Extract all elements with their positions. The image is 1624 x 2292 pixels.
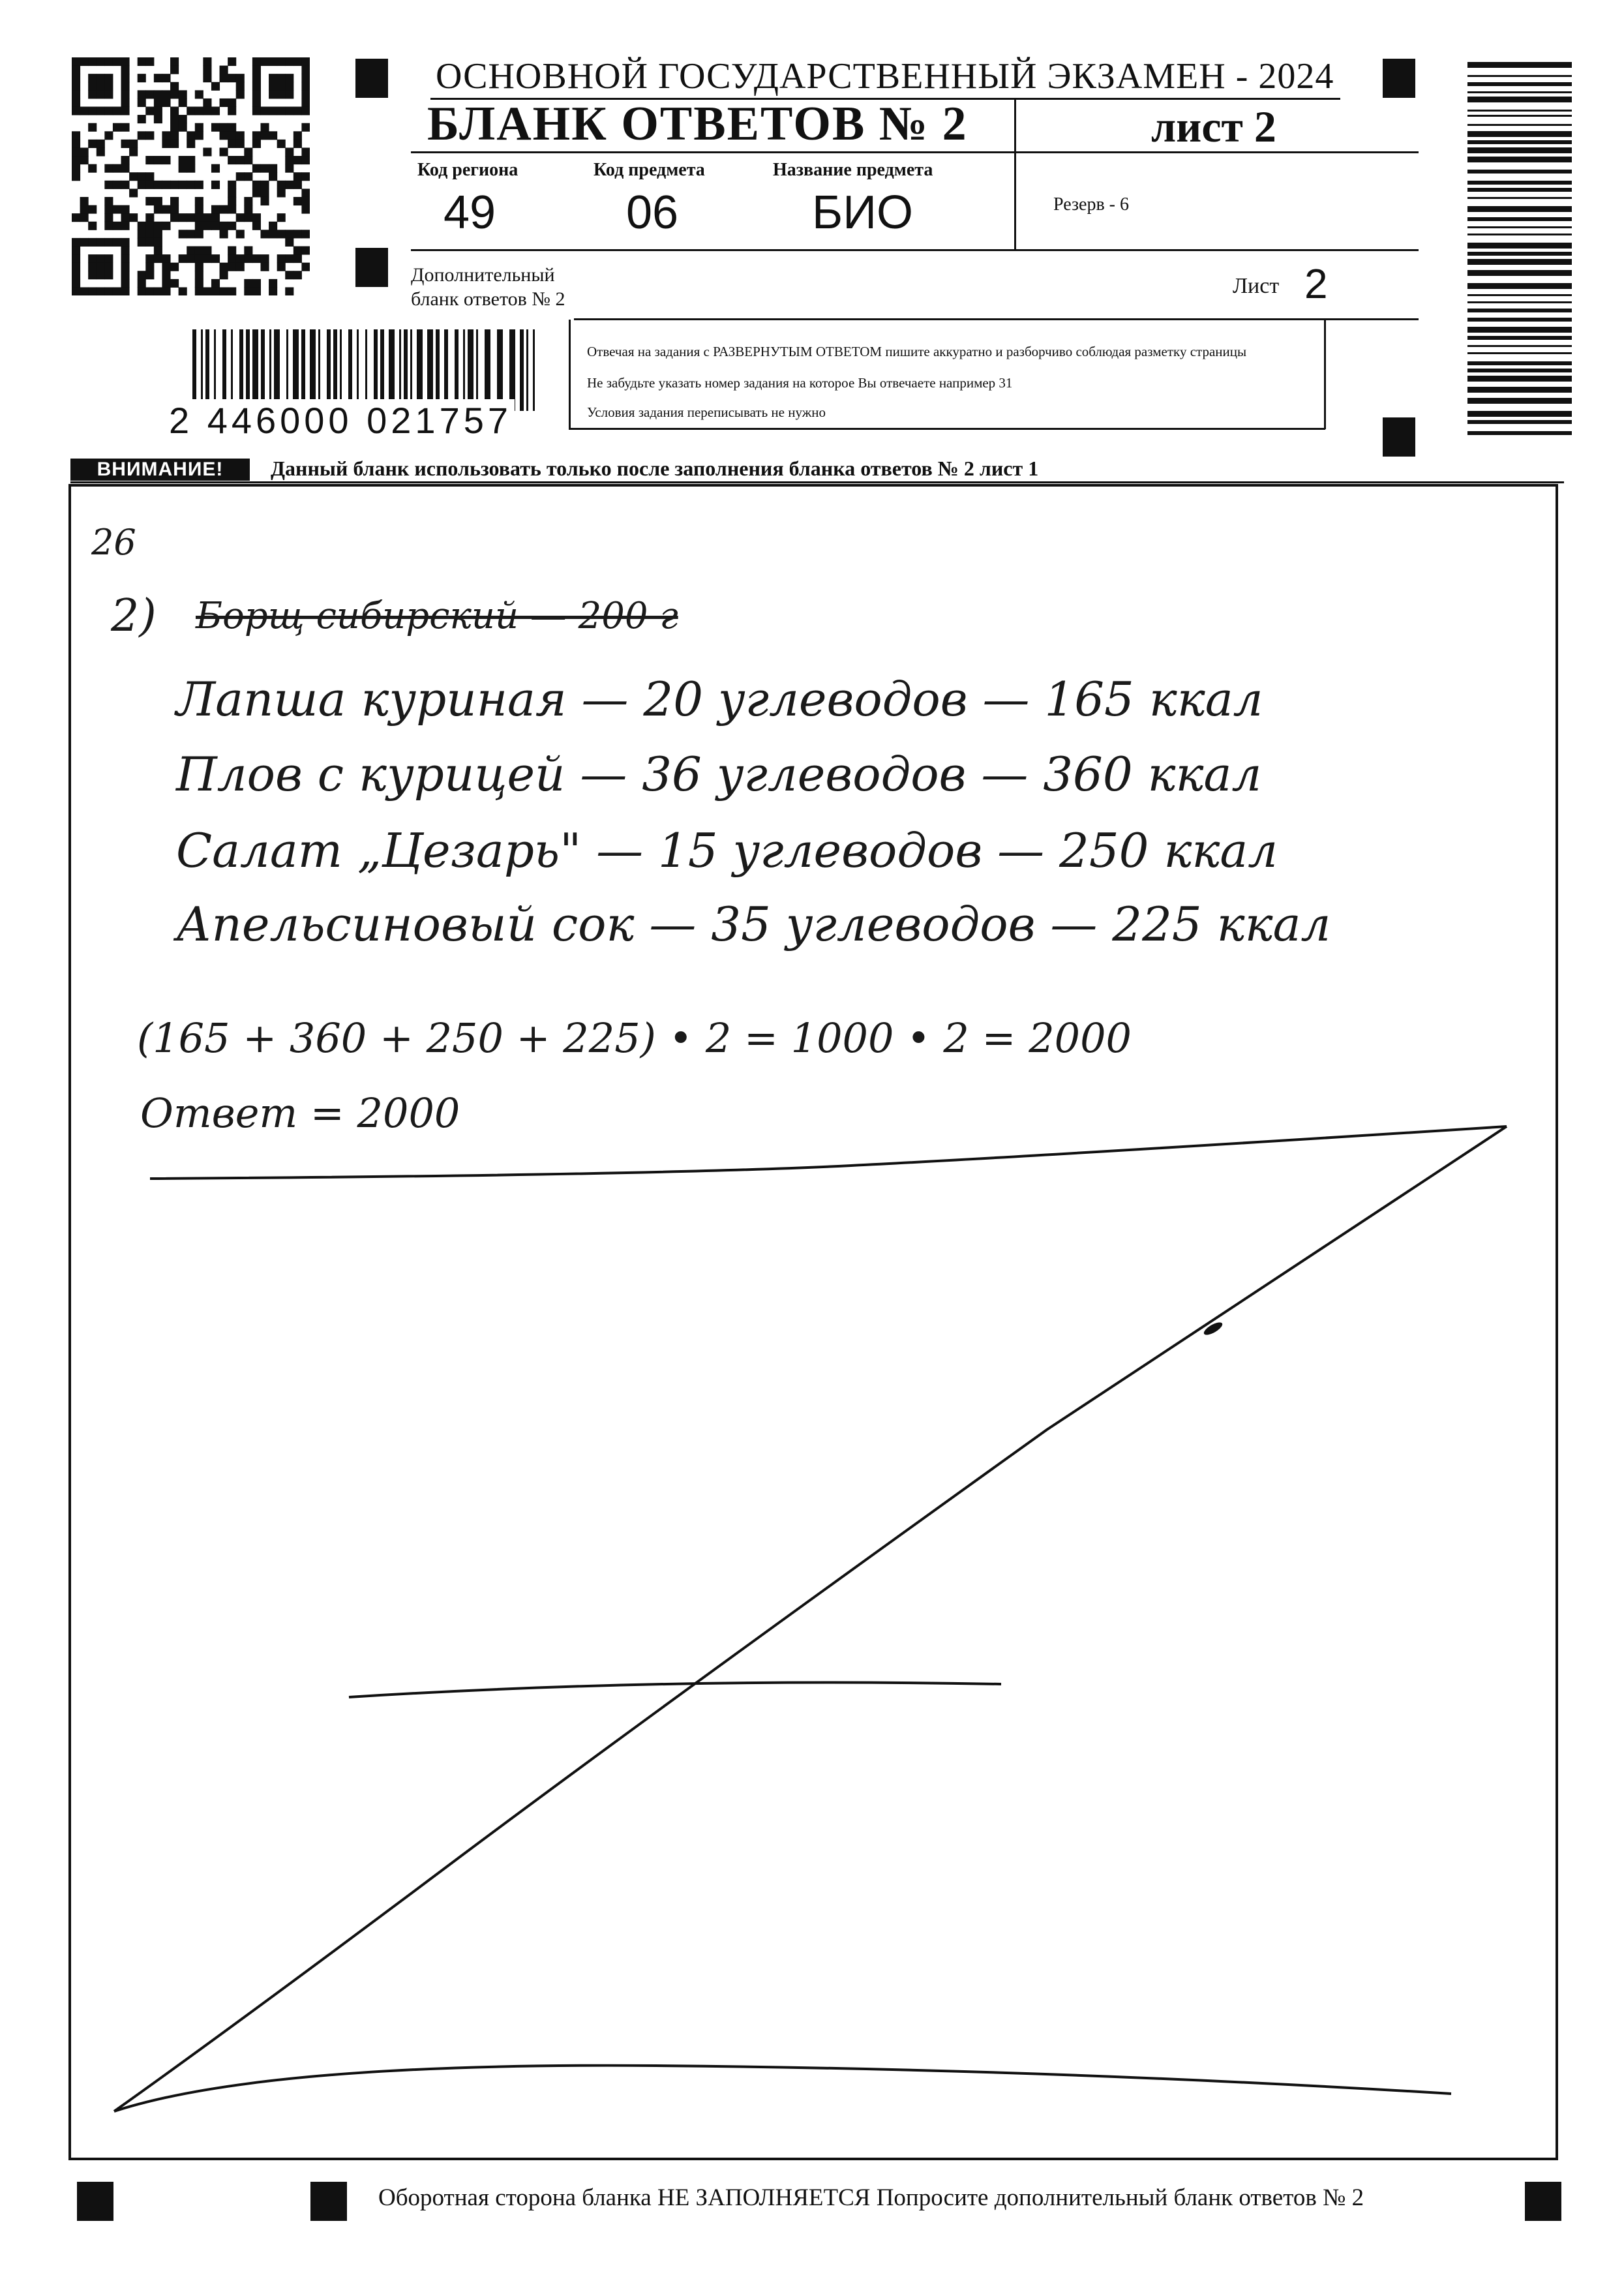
instruction-3: Условия задания переписывать не нужно [587,404,826,420]
handwritten-line-1: Лапша куриная — 20 углеводов — 165 ккал [176,672,1263,727]
exam-title: ОСНОВНОЙ ГОСУДАРСТВЕННЫЙ ЭКЗАМЕН - 2024 [436,56,1334,97]
sheet-label: лист 2 [1151,102,1276,151]
alignment-marker-mid-right [1383,417,1415,457]
handwritten-line-3: Салат „Цезарь" — 15 углеводов — 250 ккал [176,823,1278,878]
qr-code [72,57,310,295]
region-code-value: 49 [444,187,496,239]
warning-text: Данный бланк использовать только после заполнения бланка ответов № 2 лист 1 [271,457,1039,480]
list-number: 2 [1304,260,1328,307]
footer-note: Оборотная сторона бланка НЕ ЗАПОЛНЯЕТСЯ Попросите дополнительный бланк ответов № 2 [378,2184,1364,2211]
subject-name-label: Название предмета [773,160,933,180]
form-title: БЛАНК ОТВЕТОВ № 2 [427,97,968,151]
additional-form-label-2: бланк ответов № 2 [411,288,565,310]
vertical-barcode [1467,62,1572,440]
region-code-label: Код региона [417,160,519,180]
header-rule-2 [411,249,1419,251]
alignment-marker-mid-left [355,248,388,287]
struck-out-line: Борщ сибирский — 200 г [196,595,678,637]
z-cancel-mark [68,484,1558,2160]
barcode-bottom-border [569,428,1325,430]
header-rule-1 [411,151,1419,153]
warning-underline [70,481,1564,483]
alignment-marker-top-left [355,59,388,98]
item-marker: 2) [111,590,157,642]
alignment-marker-top-right [1383,59,1415,98]
header-divider [1014,99,1016,250]
handwritten-answer: Ответ = 2000 [140,1089,460,1137]
instructions-right-border [1324,318,1326,429]
subject-code-label: Код предмета [594,160,705,180]
alignment-marker-bottom-left [77,2182,113,2221]
barcode-right-border [569,320,571,429]
handwritten-calculation: (165 + 360 + 250 + 225) • 2 = 1000 • 2 = 2000 [137,1014,1132,1062]
list-label: Лист [1233,274,1280,298]
warning-badge: ВНИМАНИЕ! [70,459,250,481]
instruction-1: Отвечая на задания с РАЗВЕРНУТЫМ ОТВЕТОМ пишите аккуратно и разборчиво соблюдая разметку страницы [587,344,1247,359]
instruction-2: Не забудьте указать номер задания на которое Вы отвечаете например 31 [587,375,1013,391]
additional-form-label-1: Дополнительный [411,264,555,286]
task-number: 26 [91,522,136,563]
subject-code-value: 06 [626,187,679,239]
barcode-number: 2 446000 021757 [166,399,515,442]
handwritten-line-2: Плов с курицей — 36 углеводов — 360 ккал [176,747,1262,802]
subject-name-value: БИО [812,187,914,239]
alignment-marker-bottom-right [1525,2182,1561,2221]
alignment-marker-bottom-mid [310,2182,347,2221]
handwritten-line-4: Апельсиновый сок — 35 углеводов — 225 ккал [176,897,1331,952]
reserve-label: Резерв - 6 [1053,194,1130,215]
header-rule-3 [574,318,1419,320]
